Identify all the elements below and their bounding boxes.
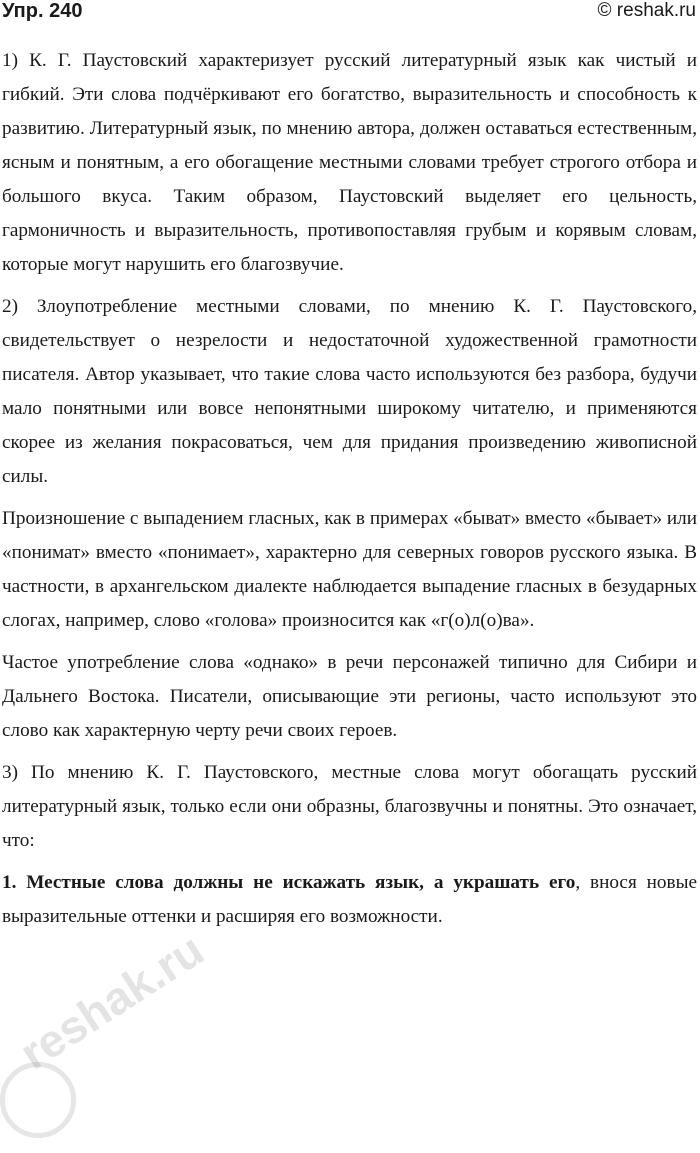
paragraph-final-point <box>2 866 697 934</box>
final-point-rest: , внося новые выразительные оттенки и расширяя его возможности. <box>2 872 697 927</box>
paragraph-4: Частое употребление слова «однако» в речи персонажей типично для Сибири и Дальнего Востока. Писатели, описывающие эти регионы, часто используют это слово как характерную черту речи своих героев. <box>2 652 697 741</box>
watermark <box>10 923 213 1086</box>
copyright-label: © reshak.ru <box>597 0 696 21</box>
watermark-copyright-icon <box>0 1062 76 1138</box>
paragraph-1: 1) К. Г. Паустовский характеризует русский литературный язык как чистый и гибкий. Эти слова подчёркивают его богатство, выразительность и способность к развитию. Литературный язык, по мнению автора, должен оставаться естественным, ясным и понятным, а его обогащение местными словами требует строгого отбора и большого вкуса. Таким образом, Паустовский выделяет его цельность, гармоничность и выразительность, противопоставляя грубым и корявым словам, которые могут нарушить его благозвучие. <box>2 50 697 275</box>
page-header <box>0 0 700 26</box>
answer-text <box>2 44 697 942</box>
final-point-bold: 1. Местные слова должны не искажать язык, а украшать его <box>2 872 576 893</box>
watermark-text: reshak.ru <box>10 923 213 1080</box>
paragraph-3: Произношение с выпадением гласных, как в примерах «быват» вместо «бывает» или «понимат» вместо «понимает», характерно для северных говоров русского языка. В частности, в архангельском диалекте наблюдается выпадение гласных в безударных слогах, например, слово «голова» произносится как «г(о)л(о)ва». <box>2 508 697 631</box>
paragraph-2: 2) Злоупотребление местными словами, по мнению К. Г. Паустовского, свидетельствует о незрелости и недостаточной художественной грамотности писателя. Автор указывает, что такие слова часто используются без разбора, будучи мало понятными или вовсе непонятными широкому читателю, и применяются скорее из желания покрасоваться, чем для придания произведению живописной силы. <box>2 296 697 487</box>
paragraph-5: 3) По мнению К. Г. Паустовского, местные слова могут обогащать русский литературный язык, только если они образны, благозвучны и понятны. Это означает, что: <box>2 762 697 851</box>
exercise-title: Упр. 240 <box>2 0 83 22</box>
